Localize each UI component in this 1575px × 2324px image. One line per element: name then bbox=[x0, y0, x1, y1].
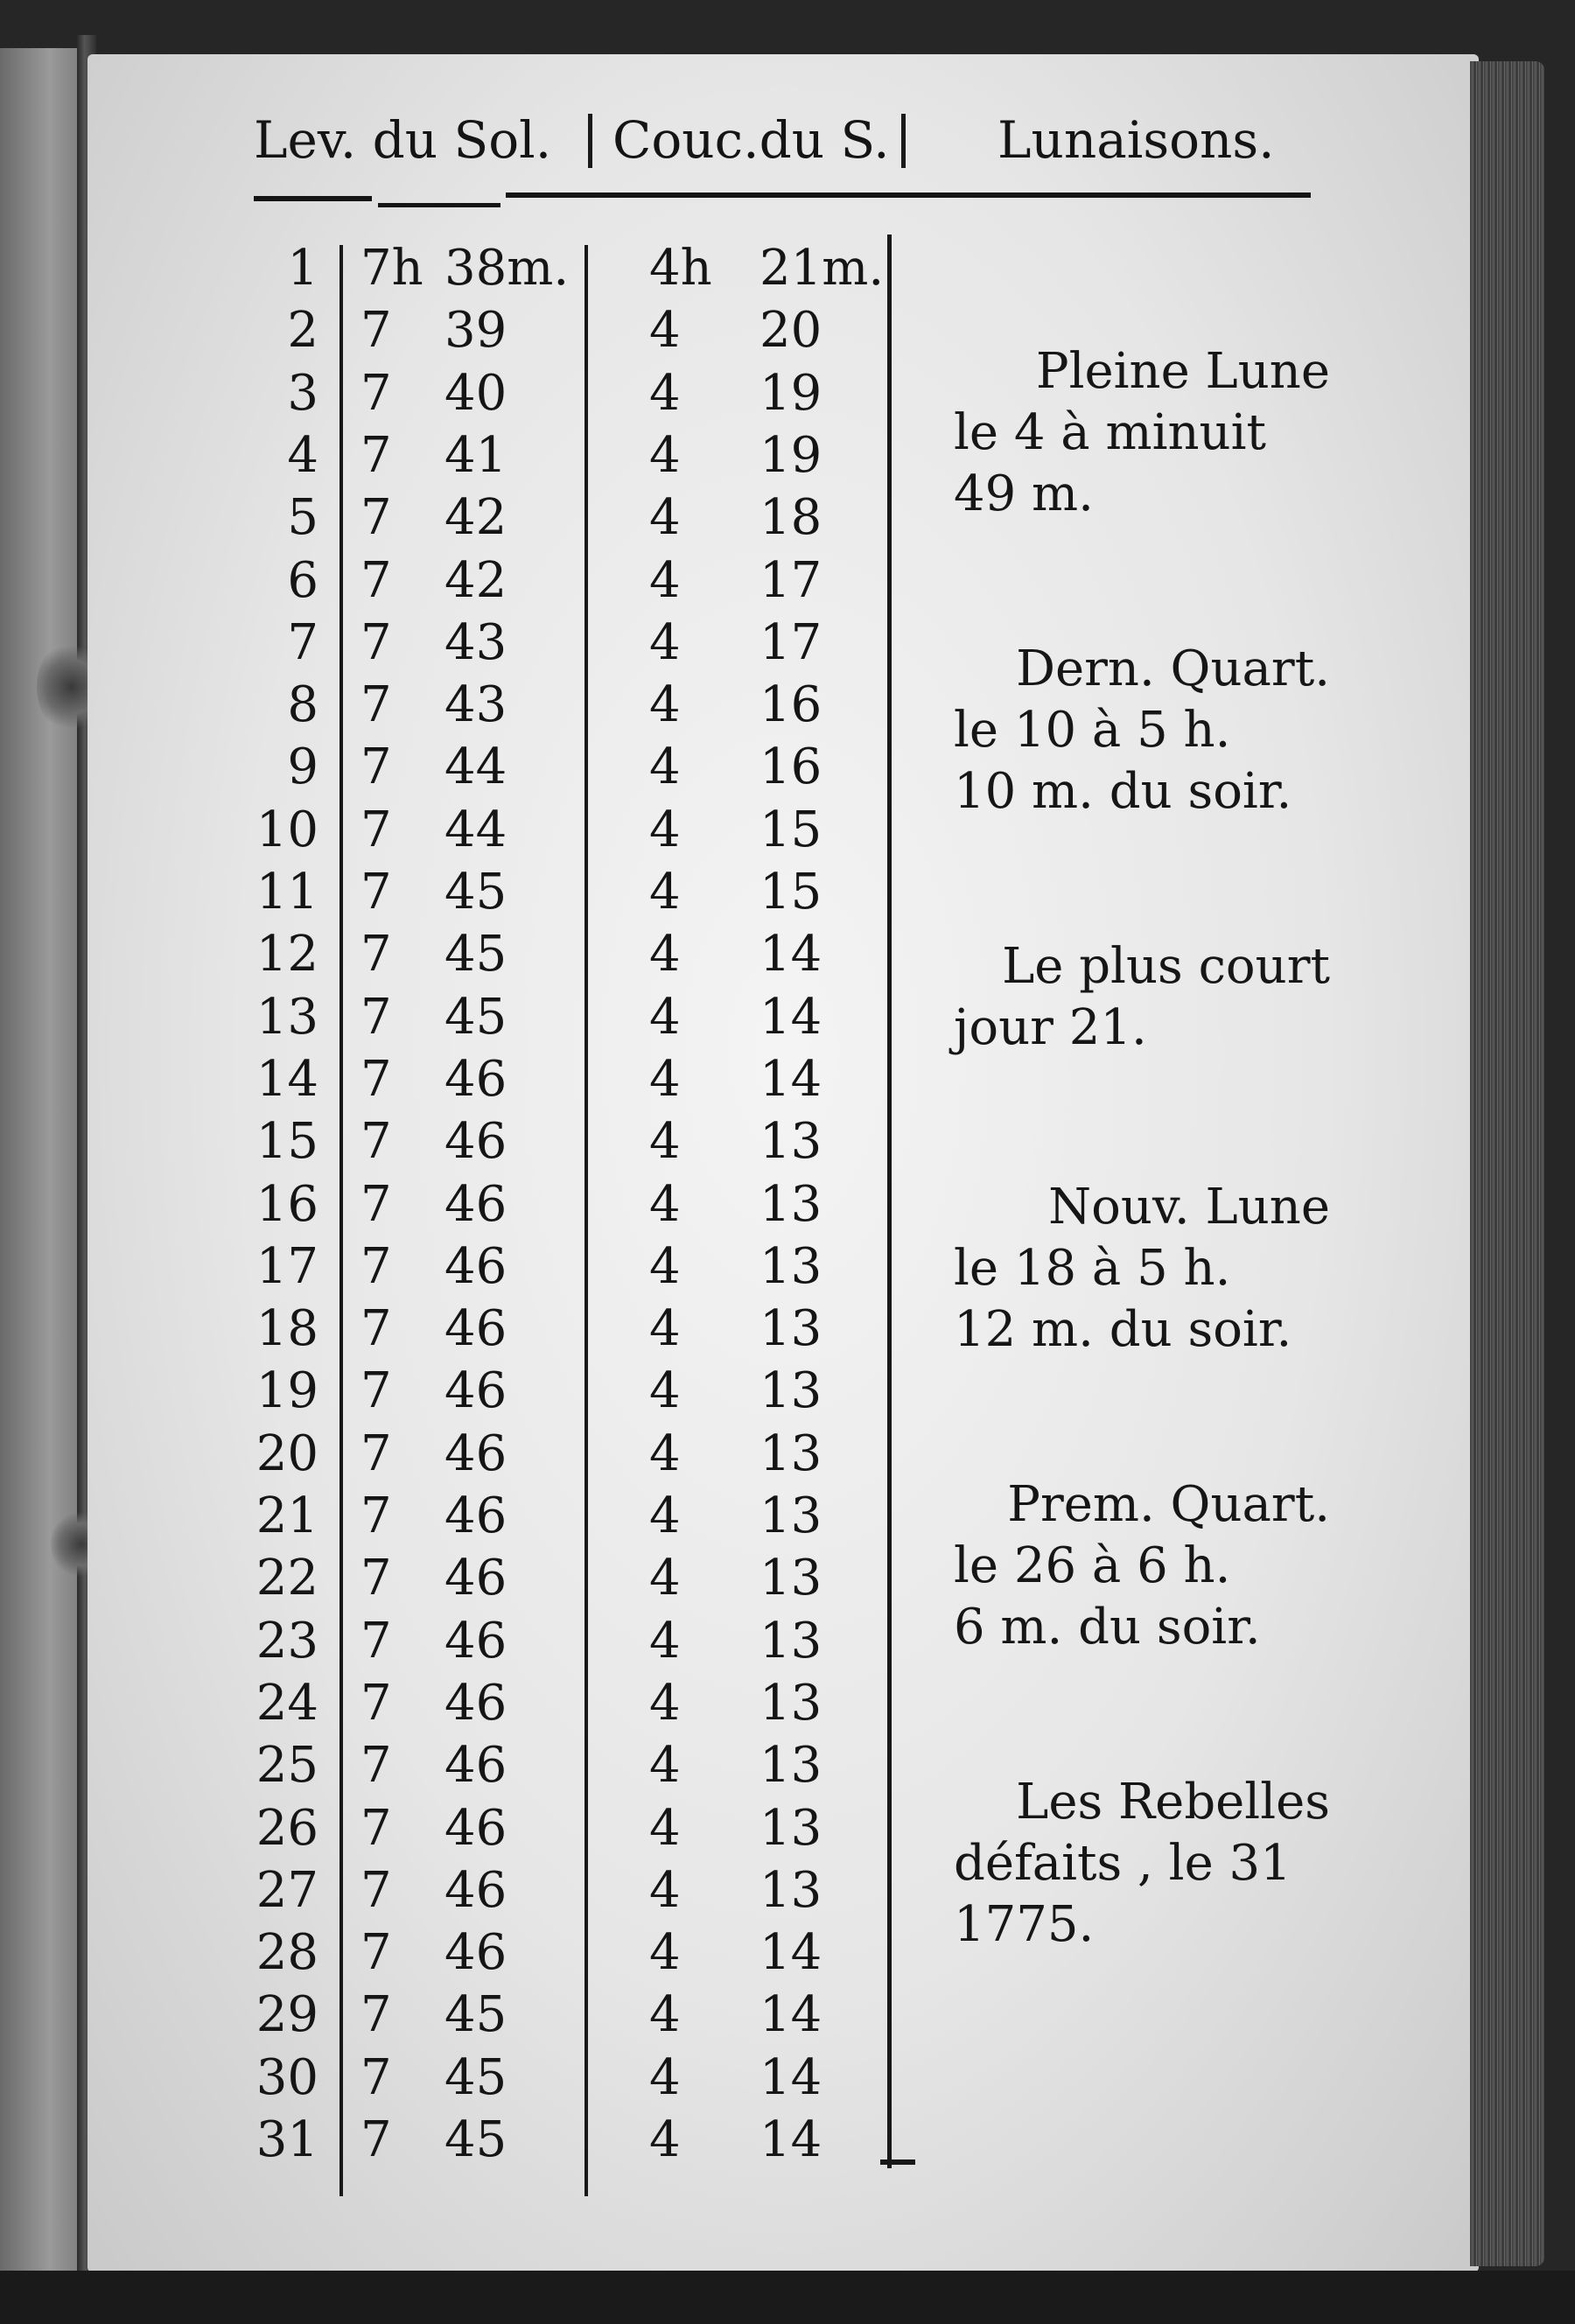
sunset-hour: 4 bbox=[649, 1362, 681, 1419]
sunset-hour: 4 bbox=[649, 1300, 681, 1357]
header-rule-right bbox=[506, 192, 1311, 198]
day-number: 10 bbox=[256, 802, 318, 858]
sunrise-minute: 46 bbox=[444, 1737, 508, 1794]
sunset-minute: 14 bbox=[760, 989, 822, 1046]
sunset-minute: 13 bbox=[760, 1800, 822, 1857]
sunset-minute: 13 bbox=[760, 1113, 822, 1170]
lunation-note bbox=[954, 639, 1330, 822]
sunset-hour: 4 bbox=[649, 1488, 681, 1544]
lunation-line: le 10 à 5 h. bbox=[954, 702, 1231, 759]
sunrise-hour: 7 bbox=[360, 1362, 392, 1419]
sunrise-minute: 39 bbox=[444, 302, 508, 359]
sunrise-minute: 43 bbox=[444, 676, 508, 733]
sunset-minute: 14 bbox=[760, 2111, 822, 2168]
sunrise-hour: 7 bbox=[360, 1924, 392, 1981]
sunrise-minute: 41 bbox=[444, 427, 508, 484]
sunset-hour: 4 bbox=[649, 1613, 681, 1670]
day-number: 21 bbox=[256, 1488, 318, 1544]
sunset-hour: 4 bbox=[649, 2111, 681, 2168]
sunrise-hour: 7 bbox=[360, 427, 392, 484]
sunrise-hour: 7 bbox=[360, 614, 392, 671]
sunrise-hour: 7 bbox=[360, 1238, 392, 1295]
column-rule-sunrise bbox=[584, 245, 588, 2196]
lunation-line: 49 m. bbox=[954, 466, 1094, 522]
day-number: 14 bbox=[256, 1051, 318, 1108]
header-separator-1 bbox=[588, 114, 592, 168]
day-number: 18 bbox=[256, 1300, 318, 1357]
sunrise-minute: 46 bbox=[444, 1362, 508, 1419]
sunset-hour: 4 bbox=[649, 1986, 681, 2043]
lunation-line: défaits , le 31 bbox=[954, 1835, 1292, 1892]
sunset-minute: 13 bbox=[760, 1550, 822, 1606]
sunrise-minute: 46 bbox=[444, 1675, 508, 1732]
sunset-minute: 13 bbox=[760, 1862, 822, 1919]
day-number: 30 bbox=[256, 2049, 318, 2106]
lunation-line: le 4 à minuit bbox=[954, 404, 1267, 461]
sunset-minute: 19 bbox=[760, 365, 822, 422]
sunrise-hour: 7 bbox=[360, 802, 392, 858]
day-number: 9 bbox=[287, 738, 318, 795]
sunset-minute: 21m. bbox=[760, 240, 885, 297]
sunrise-hour: 7 bbox=[360, 302, 392, 359]
sunrise-hour: 7 bbox=[360, 1862, 392, 1919]
day-number: 19 bbox=[256, 1362, 318, 1419]
lunation-title: Prem. Quart. bbox=[1007, 1476, 1330, 1533]
sunset-minute: 13 bbox=[760, 1737, 822, 1794]
sunrise-hour: 7 bbox=[360, 1550, 392, 1606]
sunrise-hour: 7 bbox=[360, 1300, 392, 1357]
sunset-minute: 18 bbox=[760, 489, 822, 546]
sunset-minute: 13 bbox=[760, 1300, 822, 1357]
sunrise-hour: 7 bbox=[360, 864, 392, 920]
sunrise-minute: 46 bbox=[444, 1488, 508, 1544]
day-number: 31 bbox=[256, 2111, 318, 2168]
sunrise-minute: 46 bbox=[444, 1613, 508, 1670]
day-number: 15 bbox=[256, 1113, 318, 1170]
sunset-hour: 4 bbox=[649, 1176, 681, 1233]
sunset-minute: 14 bbox=[760, 2049, 822, 2106]
lunation-note bbox=[954, 1474, 1330, 1658]
sunrise-minute: 46 bbox=[444, 1176, 508, 1233]
header-rule-mid bbox=[378, 203, 500, 207]
sunset-minute: 15 bbox=[760, 802, 822, 858]
lunation-title: Pleine Lune bbox=[1035, 343, 1330, 400]
sunrise-minute: 46 bbox=[444, 1800, 508, 1857]
sunset-minute: 14 bbox=[760, 926, 822, 983]
sunrise-hour: 7 bbox=[360, 1176, 392, 1233]
sunset-minute: 17 bbox=[760, 614, 822, 671]
day-number: 27 bbox=[256, 1862, 318, 1919]
day-number: 7 bbox=[287, 614, 318, 671]
sunset-minute: 14 bbox=[760, 1051, 822, 1108]
sunset-minute: 13 bbox=[760, 1613, 822, 1670]
sunset-minute: 13 bbox=[760, 1488, 822, 1544]
sunrise-minute: 45 bbox=[444, 926, 508, 983]
sunrise-minute: 42 bbox=[444, 489, 508, 546]
day-number: 24 bbox=[256, 1675, 318, 1732]
sunrise-hour: 7 bbox=[360, 1800, 392, 1857]
sunrise-minute: 45 bbox=[444, 864, 508, 920]
sunrise-hour: 7 bbox=[360, 1488, 392, 1544]
sunrise-hour: 7 bbox=[360, 676, 392, 733]
lunation-line: 6 m. du soir. bbox=[954, 1599, 1261, 1656]
day-number: 28 bbox=[256, 1924, 318, 1981]
sunrise-hour: 7 bbox=[360, 1113, 392, 1170]
day-number: 17 bbox=[256, 1238, 318, 1295]
sunrise-minute: 43 bbox=[444, 614, 508, 671]
sunset-minute: 17 bbox=[760, 552, 822, 609]
sunset-hour: 4 bbox=[649, 864, 681, 920]
lunation-title: Nouv. Lune bbox=[1048, 1179, 1330, 1236]
left-page-edge bbox=[0, 48, 83, 2271]
lunation-note bbox=[954, 341, 1330, 525]
sunset-hour: 4 bbox=[649, 926, 681, 983]
lunation-line: 10 m. du soir. bbox=[954, 763, 1292, 820]
sunrise-hour: 7 bbox=[360, 365, 392, 422]
sunrise-minute: 42 bbox=[444, 552, 508, 609]
lunation-line: 12 m. du soir. bbox=[954, 1301, 1292, 1358]
sunrise-minute: 46 bbox=[444, 1862, 508, 1919]
lunation-title: Les Rebelles bbox=[1016, 1774, 1330, 1830]
day-number: 3 bbox=[287, 365, 318, 422]
sunrise-hour: 7 bbox=[360, 989, 392, 1046]
sunset-minute: 14 bbox=[760, 1986, 822, 2043]
lunation-note bbox=[954, 936, 1330, 1059]
sunrise-hour: 7 bbox=[360, 738, 392, 795]
sunset-minute: 13 bbox=[760, 1425, 822, 1482]
sunrise-minute: 45 bbox=[444, 1986, 508, 2043]
sunset-hour: 4 bbox=[649, 1550, 681, 1606]
day-number: 29 bbox=[256, 1986, 318, 2043]
sunrise-hour: 7 bbox=[360, 1613, 392, 1670]
sunset-hour: 4 bbox=[649, 1675, 681, 1732]
day-number: 12 bbox=[256, 926, 318, 983]
sunset-minute: 16 bbox=[760, 676, 822, 733]
sunrise-minute: 40 bbox=[444, 365, 508, 422]
sunrise-minute: 46 bbox=[444, 1238, 508, 1295]
lunation-line: jour 21. bbox=[954, 999, 1147, 1056]
lunation-note bbox=[954, 1772, 1330, 1956]
sunrise-minute: 45 bbox=[444, 2049, 508, 2106]
sunset-hour: 4 bbox=[649, 427, 681, 484]
column-rule-days bbox=[340, 245, 343, 2196]
sunrise-minute: 46 bbox=[444, 1300, 508, 1357]
sunrise-minute: 46 bbox=[444, 1051, 508, 1108]
sunset-hour: 4 bbox=[649, 989, 681, 1046]
day-number: 11 bbox=[256, 864, 318, 920]
sunset-hour: 4 bbox=[649, 552, 681, 609]
day-number: 26 bbox=[256, 1800, 318, 1857]
sunrise-hour: 7 bbox=[360, 1986, 392, 2043]
sunset-hour: 4 bbox=[649, 1238, 681, 1295]
day-number: 8 bbox=[287, 676, 318, 733]
day-number: 22 bbox=[256, 1550, 318, 1606]
sunrise-hour: 7 bbox=[360, 1425, 392, 1482]
header-sunset: Couc.du S. bbox=[612, 110, 890, 170]
sunset-minute: 19 bbox=[760, 427, 822, 484]
day-number: 23 bbox=[256, 1613, 318, 1670]
header-sunrise: Lev. du Sol. bbox=[254, 110, 552, 170]
sunset-minute: 13 bbox=[760, 1238, 822, 1295]
day-number: 2 bbox=[287, 302, 318, 359]
sunrise-minute: 46 bbox=[444, 1924, 508, 1981]
sunrise-hour: 7 bbox=[360, 2049, 392, 2106]
sunrise-minute: 38m. bbox=[444, 240, 570, 297]
sunset-hour: 4 bbox=[649, 1862, 681, 1919]
header-lunations: Lunaisons. bbox=[998, 110, 1275, 170]
sunset-hour: 4 bbox=[649, 1737, 681, 1794]
sunrise-hour: 7 bbox=[360, 1737, 392, 1794]
sunset-hour: 4 bbox=[649, 802, 681, 858]
sunset-hour: 4 bbox=[649, 1924, 681, 1981]
sunrise-minute: 45 bbox=[444, 2111, 508, 2168]
sunset-minute: 14 bbox=[760, 1924, 822, 1981]
sunset-minute: 16 bbox=[760, 738, 822, 795]
sunset-hour: 4 bbox=[649, 2049, 681, 2106]
sunset-minute: 13 bbox=[760, 1362, 822, 1419]
sunrise-minute: 46 bbox=[444, 1550, 508, 1606]
sunset-minute: 13 bbox=[760, 1675, 822, 1732]
lunation-title: Dern. Quart. bbox=[1016, 640, 1330, 697]
page-stack-edge bbox=[1470, 61, 1544, 2266]
sunset-hour: 4 bbox=[649, 489, 681, 546]
sunset-hour: 4 bbox=[649, 1800, 681, 1857]
sunrise-hour: 7 bbox=[360, 489, 392, 546]
lunation-note bbox=[954, 1177, 1330, 1361]
sunset-hour: 4 bbox=[649, 302, 681, 359]
sunrise-hour: 7 bbox=[360, 552, 392, 609]
day-number: 5 bbox=[287, 489, 318, 546]
lunation-line: le 18 à 5 h. bbox=[954, 1240, 1231, 1297]
sunrise-hour: 7 bbox=[360, 1675, 392, 1732]
sunset-hour: 4h bbox=[649, 240, 712, 297]
sunrise-minute: 44 bbox=[444, 802, 508, 858]
sunrise-hour: 7 bbox=[360, 2111, 392, 2168]
sunset-hour: 4 bbox=[649, 1113, 681, 1170]
sunrise-minute: 46 bbox=[444, 1425, 508, 1482]
header-rule-left bbox=[254, 196, 372, 201]
sunset-hour: 4 bbox=[649, 738, 681, 795]
sunrise-hour: 7h bbox=[360, 240, 424, 297]
day-number: 6 bbox=[287, 552, 318, 609]
day-number: 4 bbox=[287, 427, 318, 484]
sunrise-minute: 44 bbox=[444, 738, 508, 795]
sunrise-hour: 7 bbox=[360, 926, 392, 983]
lunation-line: le 26 à 6 h. bbox=[954, 1537, 1231, 1594]
sunset-hour: 4 bbox=[649, 365, 681, 422]
day-number: 25 bbox=[256, 1737, 318, 1794]
sunset-minute: 20 bbox=[760, 302, 822, 359]
sunset-hour: 4 bbox=[649, 614, 681, 671]
sunset-hour: 4 bbox=[649, 1425, 681, 1482]
header-separator-2 bbox=[901, 114, 906, 168]
bottom-shadow bbox=[0, 2271, 1575, 2324]
sunset-minute: 13 bbox=[760, 1176, 822, 1233]
sunrise-hour: 7 bbox=[360, 1051, 392, 1108]
lunation-title: Le plus court bbox=[1002, 938, 1330, 995]
sunrise-minute: 46 bbox=[444, 1113, 508, 1170]
lunation-line: 1775. bbox=[954, 1896, 1095, 1953]
sunset-minute: 15 bbox=[760, 864, 822, 920]
day-number: 13 bbox=[256, 989, 318, 1046]
sunset-hour: 4 bbox=[649, 1051, 681, 1108]
day-number: 1 bbox=[287, 240, 318, 297]
day-number: 20 bbox=[256, 1425, 318, 1482]
day-number: 16 bbox=[256, 1176, 318, 1233]
sunrise-minute: 45 bbox=[444, 989, 508, 1046]
sunset-hour: 4 bbox=[649, 676, 681, 733]
